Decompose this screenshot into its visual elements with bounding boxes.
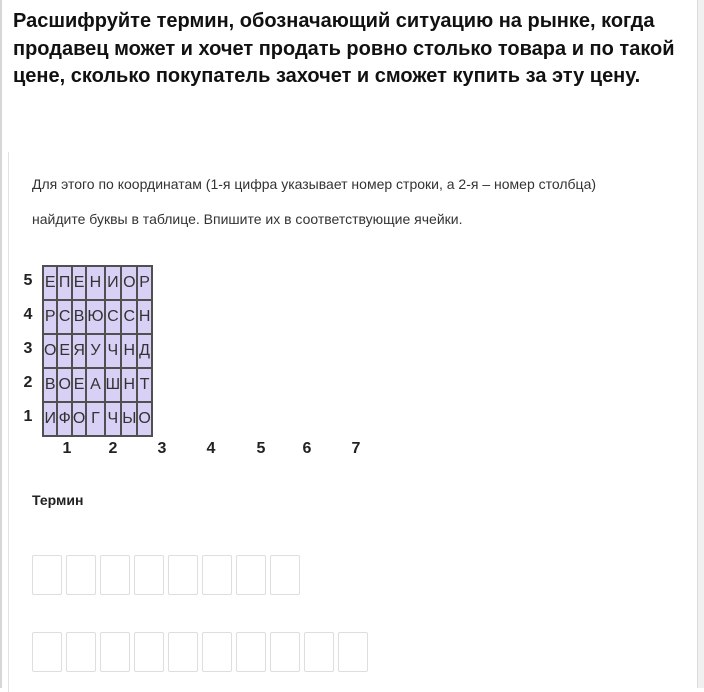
grid-cell: Г xyxy=(86,402,104,436)
row-number: 4 xyxy=(23,306,33,323)
grid-row xyxy=(43,402,152,436)
grid-cell: Н xyxy=(86,266,104,300)
grid-cell: С xyxy=(121,300,137,334)
grid-cell: О xyxy=(121,266,137,300)
grid-cell: П xyxy=(57,266,71,300)
grid-cell: С xyxy=(105,300,122,334)
grid-cell: Р xyxy=(43,300,57,334)
instruction-line-1: Для этого по координатам (1-я цифра указывает номер строки, а 2-я – номер столбца) xyxy=(32,176,597,192)
letter-grid xyxy=(42,265,153,437)
page-left-border xyxy=(0,0,2,688)
grid-cell: Ч xyxy=(105,334,122,368)
row-number: 3 xyxy=(23,340,33,357)
instruction-line-2: найдите буквы в таблице. Впишите их в соответствующие ячейки. xyxy=(32,211,463,227)
grid-cell: Н xyxy=(121,334,137,368)
col-number: 4 xyxy=(206,440,216,457)
grid-cell: Е xyxy=(43,266,57,300)
grid-cell: А xyxy=(86,368,104,402)
grid-row xyxy=(43,334,152,368)
grid-cell: Ю xyxy=(86,300,104,334)
answer-letter-input[interactable] xyxy=(66,555,96,595)
grid-row xyxy=(43,300,152,334)
grid-cell: Ш xyxy=(105,368,122,402)
col-number: 2 xyxy=(108,440,118,457)
answer-letter-input[interactable] xyxy=(168,555,198,595)
grid-row xyxy=(43,266,152,300)
grid-cell: И xyxy=(105,266,122,300)
answer-letter-input[interactable] xyxy=(270,632,300,672)
answer-letter-input[interactable] xyxy=(236,555,266,595)
grid-cell: О xyxy=(72,402,86,436)
answer-letter-input[interactable] xyxy=(100,632,130,672)
grid-cell: О xyxy=(43,334,57,368)
answer-letter-input[interactable] xyxy=(100,555,130,595)
grid-cell: Е xyxy=(57,334,71,368)
grid-cell: Р xyxy=(137,266,151,300)
col-number: 5 xyxy=(256,440,266,457)
row-number: 5 xyxy=(23,272,33,289)
col-number: 7 xyxy=(351,440,361,457)
answer-letter-input[interactable] xyxy=(134,632,164,672)
grid-cell: Д xyxy=(137,334,151,368)
answer-letter-input[interactable] xyxy=(134,555,164,595)
grid-cell: Т xyxy=(137,368,151,402)
answer-letter-input[interactable] xyxy=(236,632,266,672)
col-number: 6 xyxy=(302,440,312,457)
grid-cell: О xyxy=(137,402,151,436)
answer-letter-input[interactable] xyxy=(168,632,198,672)
question-title: Расшифруйте термин, обозначающий ситуацию на рынке, когда продавец может и хочет продать ровно столько товара и по такой цене, сколько покупатель захочет и сможет купить за эту цену. xyxy=(13,10,675,87)
grid-cell: И xyxy=(43,402,57,436)
page-scroll-edge xyxy=(697,0,704,688)
grid-row xyxy=(43,368,152,402)
grid-cell: Ы xyxy=(121,402,137,436)
answer-letter-input[interactable] xyxy=(270,555,300,595)
grid-cell: Н xyxy=(137,300,151,334)
grid-cell: О xyxy=(57,368,71,402)
grid-cell: В xyxy=(43,368,57,402)
answer-letter-input[interactable] xyxy=(32,632,62,672)
grid-cell: Я xyxy=(72,334,86,368)
term-label: Термин xyxy=(32,492,84,508)
answer-letter-input[interactable] xyxy=(202,555,232,595)
answer-letter-input[interactable] xyxy=(66,632,96,672)
grid-cell: Ф xyxy=(57,402,71,436)
grid-cell: С xyxy=(57,300,71,334)
answer-boxes-row-1 xyxy=(32,555,304,595)
row-number: 2 xyxy=(23,374,33,391)
grid-cell: Ч xyxy=(105,402,122,436)
grid-cell: Е xyxy=(72,368,86,402)
answer-letter-input[interactable] xyxy=(304,632,334,672)
grid-cell: Е xyxy=(72,266,86,300)
grid-cell: В xyxy=(72,300,86,334)
grid-cell: У xyxy=(86,334,104,368)
answer-boxes-row-2 xyxy=(32,632,372,672)
row-number: 1 xyxy=(23,408,33,425)
answer-letter-input[interactable] xyxy=(202,632,232,672)
col-number: 1 xyxy=(62,440,72,457)
grid-cell: Н xyxy=(121,368,137,402)
answer-letter-input[interactable] xyxy=(32,555,62,595)
answer-letter-input[interactable] xyxy=(338,632,368,672)
col-number: 3 xyxy=(157,440,167,457)
